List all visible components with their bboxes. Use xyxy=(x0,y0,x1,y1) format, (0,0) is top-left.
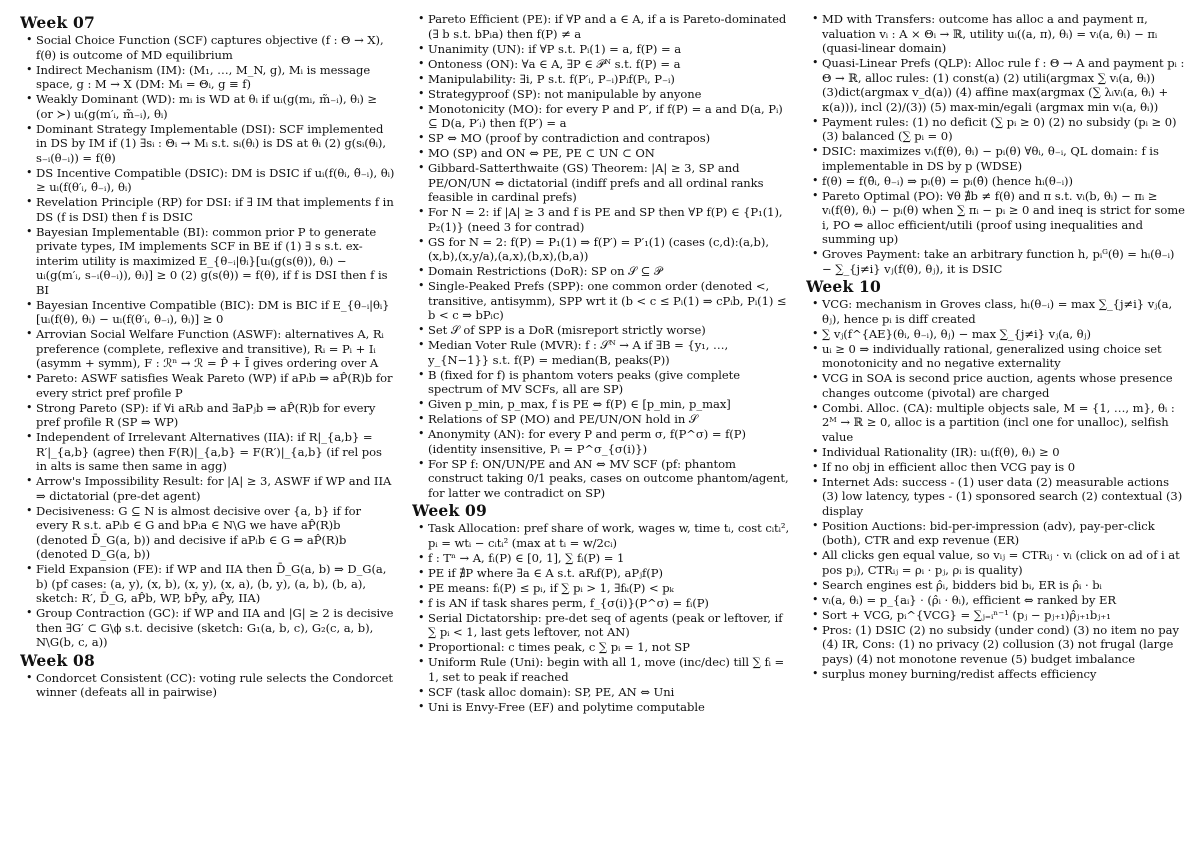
list-item: • B (fixed for f) is phantom voters peaks (give complete spectrum of MV SCFs, all are SP) xyxy=(428,368,790,397)
list-item: • Social Choice Function (SCF) captures objective (f : Θ → X), f(θ) is outcome of MD equilibrium xyxy=(36,33,395,62)
week-09-continued-list xyxy=(806,12,1186,276)
week-08-list xyxy=(20,671,395,700)
list-item: • Payment rules: (1) no deficit (∑ pᵢ ≥ 0) (2) no subsidy (pᵢ ≥ 0) (3) balanced (∑ pᵢ = 0) xyxy=(822,115,1186,144)
list-item: • If no obj in efficient alloc then VCG pay is 0 xyxy=(822,460,1186,475)
list-item: • For SP f: ON/UN/PE and AN ⇔ MV SCF (pf: phantom construct taking 0/1 peaks, cases on outcome phantom/agent, for latter we contradict on SP) xyxy=(428,457,790,501)
list-item: • DS Incentive Compatible (DSIC): DM is DSIC if uᵢ(f(θᵢ, θ̃₋ᵢ), θᵢ) ≥ uᵢ(f(θ′ᵢ, θ̃₋ᵢ), θᵢ) xyxy=(36,166,395,195)
list-item: • Revelation Principle (RP) for DSI: if ∃ IM that implements f in DS (f is DSI) then f is DSIC xyxy=(36,195,395,224)
week-08-continued-list xyxy=(412,12,790,500)
list-item: • PE means: fᵢ(P) ≤ pᵢ, if ∑ pᵢ > 1, ∃fₖ(P) < pₖ xyxy=(428,581,790,596)
list-item: • Gibbard-Satterthwaite (GS) Theorem: |A| ≥ 3, SP and PE/ON/UN ⇔ dictatorial (indiff prefs and all ordinal ranks feasible in cardinal prefs) xyxy=(428,161,790,205)
week-10-list xyxy=(806,297,1186,681)
list-item: • Group Contraction (GC): if WP and IIA and |G| ≥ 2 is decisive then ∃G′ ⊂ G\ϕ s.t. decisive (sketch: G₁(a, b, c), G₂(c, a, b), N\G(b, c, a)) xyxy=(36,606,395,650)
list-item: • Pareto Efficient (PE): if ∀P and a ∈ A, if a is Pareto-dominated (∃ b s.t. bPᵢa) then f(P) ≠ a xyxy=(428,12,790,41)
section-title-week-08: Week 08 xyxy=(20,650,95,670)
list-item: • PE if ∄P where ∃a ∈ A s.t. aRᵢf(P), aPⱼf(P) xyxy=(428,566,790,581)
week-09-list xyxy=(412,521,790,714)
list-item: • uᵢ ≥ 0 ⇒ individually rational, generalized using choice set monotonicity and no negative externality xyxy=(822,342,1186,371)
list-item: • Single-Peaked Prefs (SPP): one common order (denoted <, transitive, antisymm), SPP wrt it (b < c ≤ Pᵢ(1) ⇒ cPᵢb, Pᵢ(1) ≤ b < c ⇒ bPᵢc) xyxy=(428,279,790,323)
list-item: • Relations of SP (MO) and PE/UN/ON hold in 𝒮 xyxy=(428,412,790,427)
list-item: • Ontoness (ON): ∀a ∈ A, ∃P ∈ 𝒫ᴺ s.t. f(P) = a xyxy=(428,57,790,72)
list-item: • VCG in SOA is second price auction, agents whose presence changes outcome (pivotal) are charged xyxy=(822,371,1186,400)
list-item: • Set 𝒮 of SPP is a DoR (misreport strictly worse) xyxy=(428,323,790,338)
list-item: • Uniform Rule (Uni): begin with all 1, move (inc/dec) till ∑ fᵢ = 1, set to peak if reached xyxy=(428,655,790,684)
list-item: • Median Voter Rule (MVR): f : 𝒮ᴺ → A if ∃B = {y₁, …, y_{N−1}} s.t. f(P) = median(B, peaks(P)) xyxy=(428,338,790,367)
list-item: • MO (SP) and ON ⇔ PE, PE ⊂ UN ⊂ ON xyxy=(428,146,790,161)
list-item: • Condorcet Consistent (CC): voting rule selects the Condorcet winner (defeats all in pairwise) xyxy=(36,671,395,700)
column-3 xyxy=(806,12,1186,842)
list-item: • Groves Payment: take an arbitrary function h, pᵢᴳ(θ) = hᵢ(θ₋ᵢ) − ∑_{j≠i} vⱼ(f(θ), θⱼ), it is DSIC xyxy=(822,247,1186,276)
list-item: • Unanimity (UN): if ∀P s.t. Pᵢ(1) = a, f(P) = a xyxy=(428,42,790,57)
list-item: • Arrow's Impossibility Result: for |A| ≥ 3, ASWF if WP and IIA ⇒ dictatorial (pre-det agent) xyxy=(36,474,395,503)
list-item: • Arrovian Social Welfare Function (ASWF): alternatives A, Rᵢ preference (complete, reflexive and transitive), Rᵢ = Pᵢ + Iᵢ (asymm + symm), F : ℛⁿ → ℛ = P̂ + Ī gives ordering over A xyxy=(36,327,395,371)
section-title-week-10: Week 10 xyxy=(806,277,881,296)
list-item: • Task Allocation: pref share of work, wages w, time tᵢ, cost cᵢtᵢ², pᵢ = wtᵢ − cᵢtᵢ² (max at tᵢ = w/2cᵢ) xyxy=(428,521,790,550)
column-1 xyxy=(20,12,395,842)
list-item: • Search engines est ρ̂ᵢ, bidders bid bᵢ, ER is ρ̂ᵢ · bᵢ xyxy=(822,578,1186,593)
list-item: • All clicks gen equal value, so vᵢⱼ = CTRᵢⱼ · vᵢ (click on ad of i at pos pⱼ), CTRᵢⱼ = ρᵢ · pⱼ, ρᵢ is quality) xyxy=(822,548,1186,577)
list-item: • f is AN if task shares perm, f_{σ(i)}(P^σ) = fᵢ(P) xyxy=(428,596,790,611)
list-item: • vᵢ(a, θᵢ) = p_{aᵢ} · (ρ̂ᵢ · θᵢ), efficient ⇔ ranked by ER xyxy=(822,593,1186,608)
list-item: • Sort + VCG, pᵢ^{VCG} = ∑ⱼ₌ᵢⁿ⁻¹ (pⱼ − pⱼ₊₁)ρ̂ⱼ₊₁bⱼ₊₁ xyxy=(822,608,1186,623)
list-item: • For N = 2: if |A| ≥ 3 and f is PE and SP then ∀P f(P) ∈ {P₁(1), P₂(1)} (need 3 for contrad) xyxy=(428,205,790,234)
list-item: • Anonymity (AN): for every P and perm σ, f(P^σ) = f(P) (identity insensitive, Pᵢ = P^σ_{σ(i)}) xyxy=(428,427,790,456)
column-2 xyxy=(412,12,790,842)
list-item: • Decisiveness: G ⊆ N is almost decisive over {a, b} if for every R s.t. aPᵢb ∈ G and bPᵢa ∈ N\G we have aP̂(R)b (denoted D̄_G(a, b)) and decisive if aPᵢb ∈ G ⇒ aP̂(R)b (denoted D_G(a, b)) xyxy=(36,504,395,562)
week-07-list xyxy=(20,33,395,650)
list-item: • Strong Pareto (SP): if ∀i aRᵢb and ∃aPⱼb ⇒ aP̂(R)b for every pref profile R (SP ⇒ WP) xyxy=(36,401,395,430)
list-item: • GS for N = 2: f(P) = P₁(1) ⇒ f(P′) = P′₁(1) (cases (c,d):(a,b),(x,b),(x,y/a),(a,x),(b,x),(b,a)) xyxy=(428,235,790,264)
list-item: • Bayesian Implementable (BI): common prior P to generate private types, IM implements SCF in BE if (1) ∃ s s.t. ex-interim utility is maximized E_{θ₋ᵢ|θᵢ}[uᵢ(g(s(θ)), θᵢ) − uᵢ(g(m′ᵢ, s₋ᵢ(θ₋ᵢ)), θᵢ)] ≥ 0 (2) g(s(θ)) = f(θ), if f is DSI then f is BI xyxy=(36,225,395,298)
list-item: • MD with Transfers: outcome has alloc a and payment π, valuation vᵢ : A × Θᵢ → ℝ, utility uᵢ((a, π), θᵢ) = vᵢ(a, θᵢ) − πᵢ (quasi-linear domain) xyxy=(822,12,1186,56)
list-item: • SCF (task alloc domain): SP, PE, AN ⇔ Uni xyxy=(428,685,790,700)
list-item: • Position Auctions: bid-per-impression (adv), pay-per-click (both), CTR and exp revenue (ER) xyxy=(822,519,1186,548)
section-title-week-09: Week 09 xyxy=(412,501,487,520)
list-item: • Pareto Optimal (PO): ∀θ ∄b ≠ f(θ) and π s.t. vᵢ(b, θᵢ) − πᵢ ≥ vᵢ(f(θ), θᵢ) − pᵢ(θ) when ∑ πᵢ − pᵢ ≥ 0 and ineq is strict for some i, PO ⇔ alloc efficient/utili (proof using inequalities and summing up) xyxy=(822,189,1186,247)
list-item: • Strategyproof (SP): not manipulable by anyone xyxy=(428,87,790,102)
list-item: • DSIC: maximizes vᵢ(f(θ), θᵢ) − pᵢ(θ) ∀θᵢ, θ₋ᵢ, QL domain: f is implementable in DS by p (WDSE) xyxy=(822,144,1186,173)
list-item: • f(θ) = f(θ̂ᵢ, θ₋ᵢ) ⇒ pᵢ(θ) = pᵢ(θ̂) (hence hᵢ(θ₋ᵢ)) xyxy=(822,174,1186,189)
list-item: • Manipulability: ∃i, P s.t. f(P′ᵢ, P₋ᵢ)Pᵢf(Pᵢ, P₋ᵢ) xyxy=(428,72,790,87)
list-item: • Pareto: ASWF satisfies Weak Pareto (WP) if aPᵢb ⇒ aP̂(R)b for every strict pref profile P xyxy=(36,371,395,400)
list-item: • ∑ vⱼ(f^{AE}(θᵢ, θ₋ᵢ), θⱼ) − max ∑_{j≠i} vⱼ(a, θⱼ) xyxy=(822,327,1186,342)
list-item: • Domain Restrictions (DoR): SP on 𝒮 ⊆ 𝒫 xyxy=(428,264,790,279)
list-item: • Field Expansion (FE): if WP and IIA then D̄_G(a, b) ⇒ D_G(a, b) (pf cases: (a, y), (x, b), (x, y), (x, a), (b, y), (a, b), (b, a), sketch: R′, D̄_G, aP̂b, WP, bP̂y, aP̂y, IIA) xyxy=(36,562,395,606)
list-item: • Dominant Strategy Implementable (DSI): SCF implemented in DS by IM if (1) ∃sᵢ : Θᵢ → Mᵢ s.t. sᵢ(θᵢ) is DS at θᵢ (2) g(sᵢ(θᵢ), s₋ᵢ(θ₋ᵢ)) = f(θ) xyxy=(36,122,395,166)
section-title-week-07: Week 07 xyxy=(20,13,95,32)
list-item: • f : Tⁿ → A, fᵢ(P) ∈ [0, 1], ∑ fᵢ(P) = 1 xyxy=(428,551,790,566)
list-item: • Weakly Dominant (WD): mᵢ is WD at θᵢ if uᵢ(g(mᵢ, m̃₋ᵢ), θᵢ) ≥ (or ≻) uᵢ(g(m′ᵢ, m̃₋ᵢ), θᵢ) xyxy=(36,92,395,121)
list-item: • Indirect Mechanism (IM): (M₁, …, M_N, g), Mᵢ is message space, g : M → X (DM: Mᵢ = Θᵢ, g ≡ f) xyxy=(36,63,395,92)
list-item: • Combi. Alloc. (CA): multiple objects sale, M = {1, …, m}, θᵢ : 2ᴹ → ℝ ≥ 0, alloc is a partition (incl one for unalloc), selfish value xyxy=(822,401,1186,445)
list-item: • Proportional: c times peak, c ∑ pᵢ = 1, not SP xyxy=(428,640,790,655)
list-item: • VCG: mechanism in Groves class, hᵢ(θ₋ᵢ) = max ∑_{j≠i} vⱼ(a, θⱼ), hence pᵢ is diff created xyxy=(822,297,1186,326)
list-item: • Independent of Irrelevant Alternatives (IIA): if R|_{a,b} = R′|_{a,b} (agree) then F(R)|_{a,b} = F(R′)|_{a,b} (if rel pos in alts is same then same in agg) xyxy=(36,430,395,474)
list-item: • Internet Ads: success - (1) user data (2) measurable actions (3) low latency, types - (1) sponsored search (2) contextual (3) display xyxy=(822,475,1186,519)
list-item: • Given p_min, p_max, f is PE ⇔ f(P) ∈ [p_min, p_max] xyxy=(428,397,790,412)
list-item: • Serial Dictatorship: pre-det seq of agents (peak or leftover, if ∑ pᵢ < 1, last gets leftover, not AN) xyxy=(428,611,790,640)
list-item: • Individual Rationality (IR): uᵢ(f(θ), θᵢ) ≥ 0 xyxy=(822,445,1186,460)
list-item: • surplus money burning/redist affects efficiency xyxy=(822,667,1186,682)
list-item: • Monotonicity (MO): for every P and P′, if f(P) = a and D(a, Pᵢ) ⊆ D(a, P′ᵢ) then f(P′) = a xyxy=(428,102,790,131)
list-item: • SP ⇔ MO (proof by contradiction and contrapos) xyxy=(428,131,790,146)
list-item: • Pros: (1) DSIC (2) no subsidy (under cond) (3) no item no pay (4) IR, Cons: (1) no privacy (2) collusion (3) not frugal (large pays) (4) not monotone revenue (5) budget imbalance xyxy=(822,623,1186,667)
list-item: • Bayesian Incentive Compatible (BIC): DM is BIC if E_{θ₋ᵢ|θᵢ}[uᵢ(f(θ), θᵢ) − uᵢ(f(θ′ᵢ, θ₋ᵢ), θᵢ)] ≥ 0 xyxy=(36,298,395,327)
list-item: • Uni is Envy-Free (EF) and polytime computable xyxy=(428,700,790,715)
list-item: • Quasi-Linear Prefs (QLP): Alloc rule f : Θ → A and payment pᵢ : Θ → ℝ, alloc rules: (1) const(a) (2) utili(argmax ∑ vᵢ(a, θᵢ)) (3)dict(argmax v_d(a)) (4) affine max(argmax (∑ λᵢvᵢ(a, θᵢ) + κ(a))), incl (2)/(3)) (5) max-min/egali (argmax min vᵢ(a, θᵢ)) xyxy=(822,56,1186,114)
